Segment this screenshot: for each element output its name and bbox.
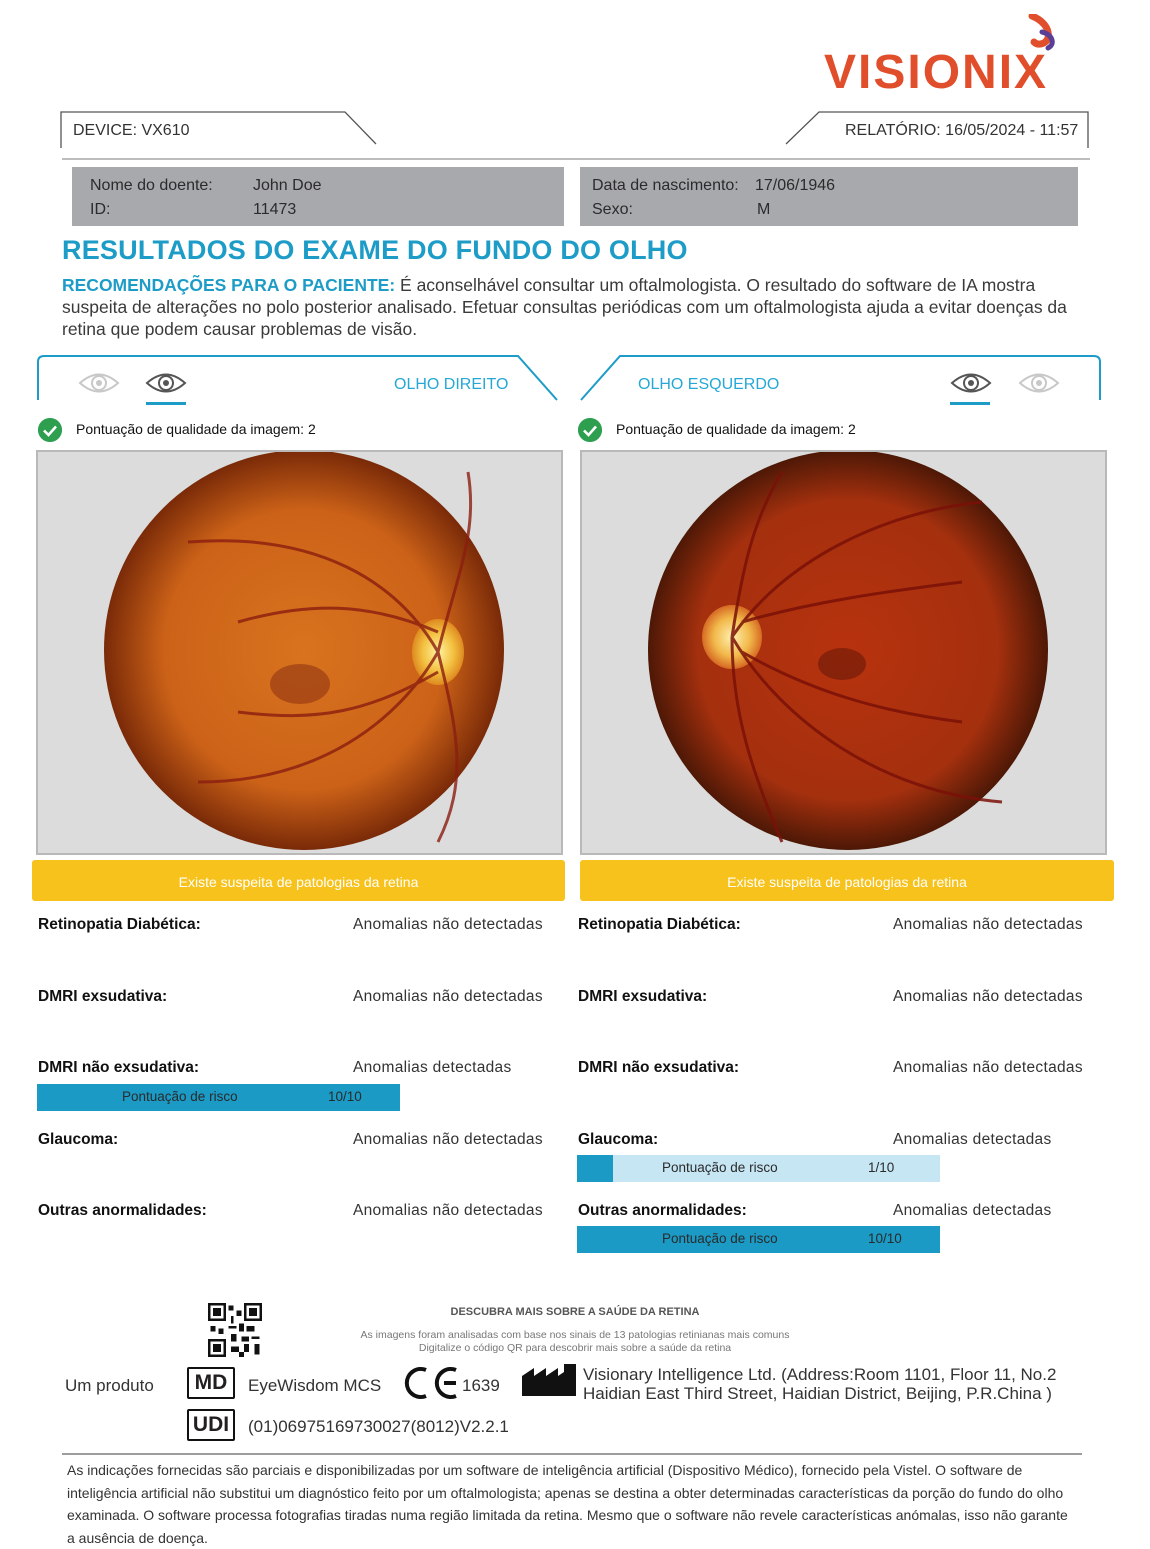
patient-details-box — [580, 167, 1078, 226]
footer-analysis-note: As imagens foram analisadas com base nos sinais de 13 patologias retinianas mais comuns — [360, 1329, 790, 1341]
eye-icon[interactable] — [950, 370, 992, 396]
quality-value: 2 — [307, 421, 316, 437]
qr-code-icon[interactable] — [208, 1303, 262, 1357]
right-result-value: Anomalias não detectadas — [353, 1202, 543, 1219]
check-circle-icon — [38, 418, 62, 442]
right-result-label: Outras anormalidades: — [38, 1202, 207, 1219]
dob-label: Data de nascimento: — [592, 177, 739, 194]
risk-score-value: 10/10 — [328, 1089, 362, 1104]
left-pathology-banner: Existe suspeita de patologias da retina — [580, 860, 1114, 901]
risk-score-label: Pontuação de risco — [662, 1160, 778, 1175]
header-divider — [62, 158, 1090, 160]
eye-icon[interactable] — [145, 370, 187, 396]
ce-mark-icon — [400, 1366, 460, 1400]
right-fundus-image-frame[interactable] — [36, 450, 563, 855]
md-badge: MD — [187, 1367, 235, 1399]
left-result-label: Outras anormalidades: — [578, 1202, 747, 1219]
left-quality — [616, 421, 856, 437]
risk-score-value: 10/10 — [868, 1231, 902, 1246]
left-fundus-image — [582, 452, 1109, 853]
right-quality — [76, 421, 316, 437]
left-result-label: DMRI exsudativa: — [578, 988, 708, 1005]
patient-recommendation — [62, 274, 1072, 340]
risk-score-label: Pontuação de risco — [122, 1089, 238, 1104]
manufacturer-icon — [520, 1362, 578, 1398]
left-result-label: Retinopatia Diabética: — [578, 916, 741, 933]
patient-id-label: ID: — [90, 201, 111, 218]
manufacturer-address-1: Visionary Intelligence Ltd. (Address:Room 1101, Floor 11, No.2 — [583, 1365, 1057, 1384]
risk-score-value: 1/10 — [868, 1160, 895, 1175]
left-eye-label: OLHO ESQUERDO — [638, 376, 780, 393]
svg-text:VISIONIX: VISIONIX — [824, 46, 1049, 94]
patient-name-label: Nome do doente: — [90, 177, 213, 194]
left-result-label: Glaucoma: — [578, 1131, 659, 1148]
dob-value: 17/06/1946 — [755, 177, 836, 194]
risk-score-label: Pontuação de risco — [662, 1231, 778, 1246]
recommendation-text: É aconselhável consultar um oftalmologista. O resultado do software de IA mostra suspeita de alterações no polo posterior analisado. Efetuar consultas periódicas com um oftalmologista ajuda a evitar doenças da retina que podem causar problemas de visão. — [62, 275, 1067, 339]
sex-value: M — [757, 201, 771, 218]
right-result-value: Anomalias não detectadas — [353, 1131, 543, 1148]
footer-heading: DESCUBRA MAIS SOBRE A SAÚDE DA RETINA — [450, 1306, 700, 1318]
page-title: RESULTADOS DO EXAME DO FUNDO DO OLHO — [62, 235, 688, 265]
right-result-label: DMRI exsudativa: — [38, 988, 168, 1005]
check-circle-icon — [578, 418, 602, 442]
quality-value: 2 — [847, 421, 856, 437]
footer-qr-note: Digitalize o código QR para descobrir mais sobre a saúde da retina — [418, 1342, 732, 1354]
right-result-label: DMRI não exsudativa: — [38, 1059, 200, 1076]
tab-active-indicator — [950, 402, 990, 405]
left-result-value: Anomalias detectadas — [893, 1202, 1052, 1219]
ce-number: 1639 — [462, 1376, 500, 1395]
risk-score-bar — [37, 1084, 400, 1111]
patient-id-value: 11473 — [253, 201, 297, 218]
left-result-value: Anomalias detectadas — [893, 1131, 1052, 1148]
report-datetime: RELATÓRIO: 16/05/2024 - 11:57 — [845, 122, 1079, 139]
right-result-label: Glaucoma: — [38, 1131, 119, 1148]
left-result-value: Anomalias não detectadas — [893, 916, 1083, 933]
right-result-value: Anomalias detectadas — [353, 1059, 512, 1076]
quality-label: Pontuação de qualidade da imagem: — [616, 421, 845, 437]
product-label: Um produto — [65, 1376, 154, 1395]
device-label: DEVICE: VX610 — [73, 122, 190, 139]
left-fundus-image-frame[interactable] — [580, 450, 1107, 855]
patient-name-value: John Doe — [253, 177, 322, 194]
manufacturer-address-2: Haidian East Third Street, Haidian District, Beijing, P.R.China ) — [583, 1384, 1052, 1403]
right-result-value: Anomalias não detectadas — [353, 916, 543, 933]
product-name: EyeWisdom MCS — [248, 1376, 382, 1395]
right-pathology-banner: Existe suspeita de patologias da retina — [32, 860, 565, 901]
visionix-logo — [820, 14, 1095, 94]
left-result-value: Anomalias não detectadas — [893, 988, 1083, 1005]
risk-score-bar — [577, 1155, 940, 1182]
udi-value: (01)06975169730027(8012)V2.2.1 — [248, 1417, 509, 1436]
right-fundus-image — [38, 452, 561, 853]
eye-icon[interactable] — [1018, 370, 1060, 396]
recommendation-label: RECOMENDAÇÕES PARA O PACIENTE: — [62, 275, 396, 295]
right-eye-label: OLHO DIREITO — [394, 376, 509, 393]
disclaimer: As indicações fornecidas são parciais e disponibilizadas por um software de inteligência artificial (Dispositivo Médico), fornecido pela Vistel. O software de inteligência artificial não substitui um diagnóstico feito por um oftalmologista; apenas se destina a obter determinadas características da porção do fundo do olho examinada. O software processa fotografias tiradas numa região limitada da retina. Mesmo que o software não revele características anómalas, isso não garante a ausência de doença. — [67, 1462, 1068, 1546]
quality-label: Pontuação de qualidade da imagem: — [76, 421, 305, 437]
left-result-value: Anomalias não detectadas — [893, 1059, 1083, 1076]
sex-label: Sexo: — [592, 201, 633, 218]
risk-score-fill — [577, 1155, 613, 1182]
footer-divider — [62, 1453, 1082, 1455]
udi-badge: UDI — [187, 1409, 235, 1441]
left-result-label: DMRI não exsudativa: — [578, 1059, 740, 1076]
right-result-value: Anomalias não detectadas — [353, 988, 543, 1005]
patient-info-box — [72, 167, 564, 226]
eye-icon[interactable] — [78, 370, 120, 396]
tab-active-indicator — [146, 402, 186, 405]
right-result-label: Retinopatia Diabética: — [38, 916, 201, 933]
risk-score-bar — [577, 1226, 940, 1253]
